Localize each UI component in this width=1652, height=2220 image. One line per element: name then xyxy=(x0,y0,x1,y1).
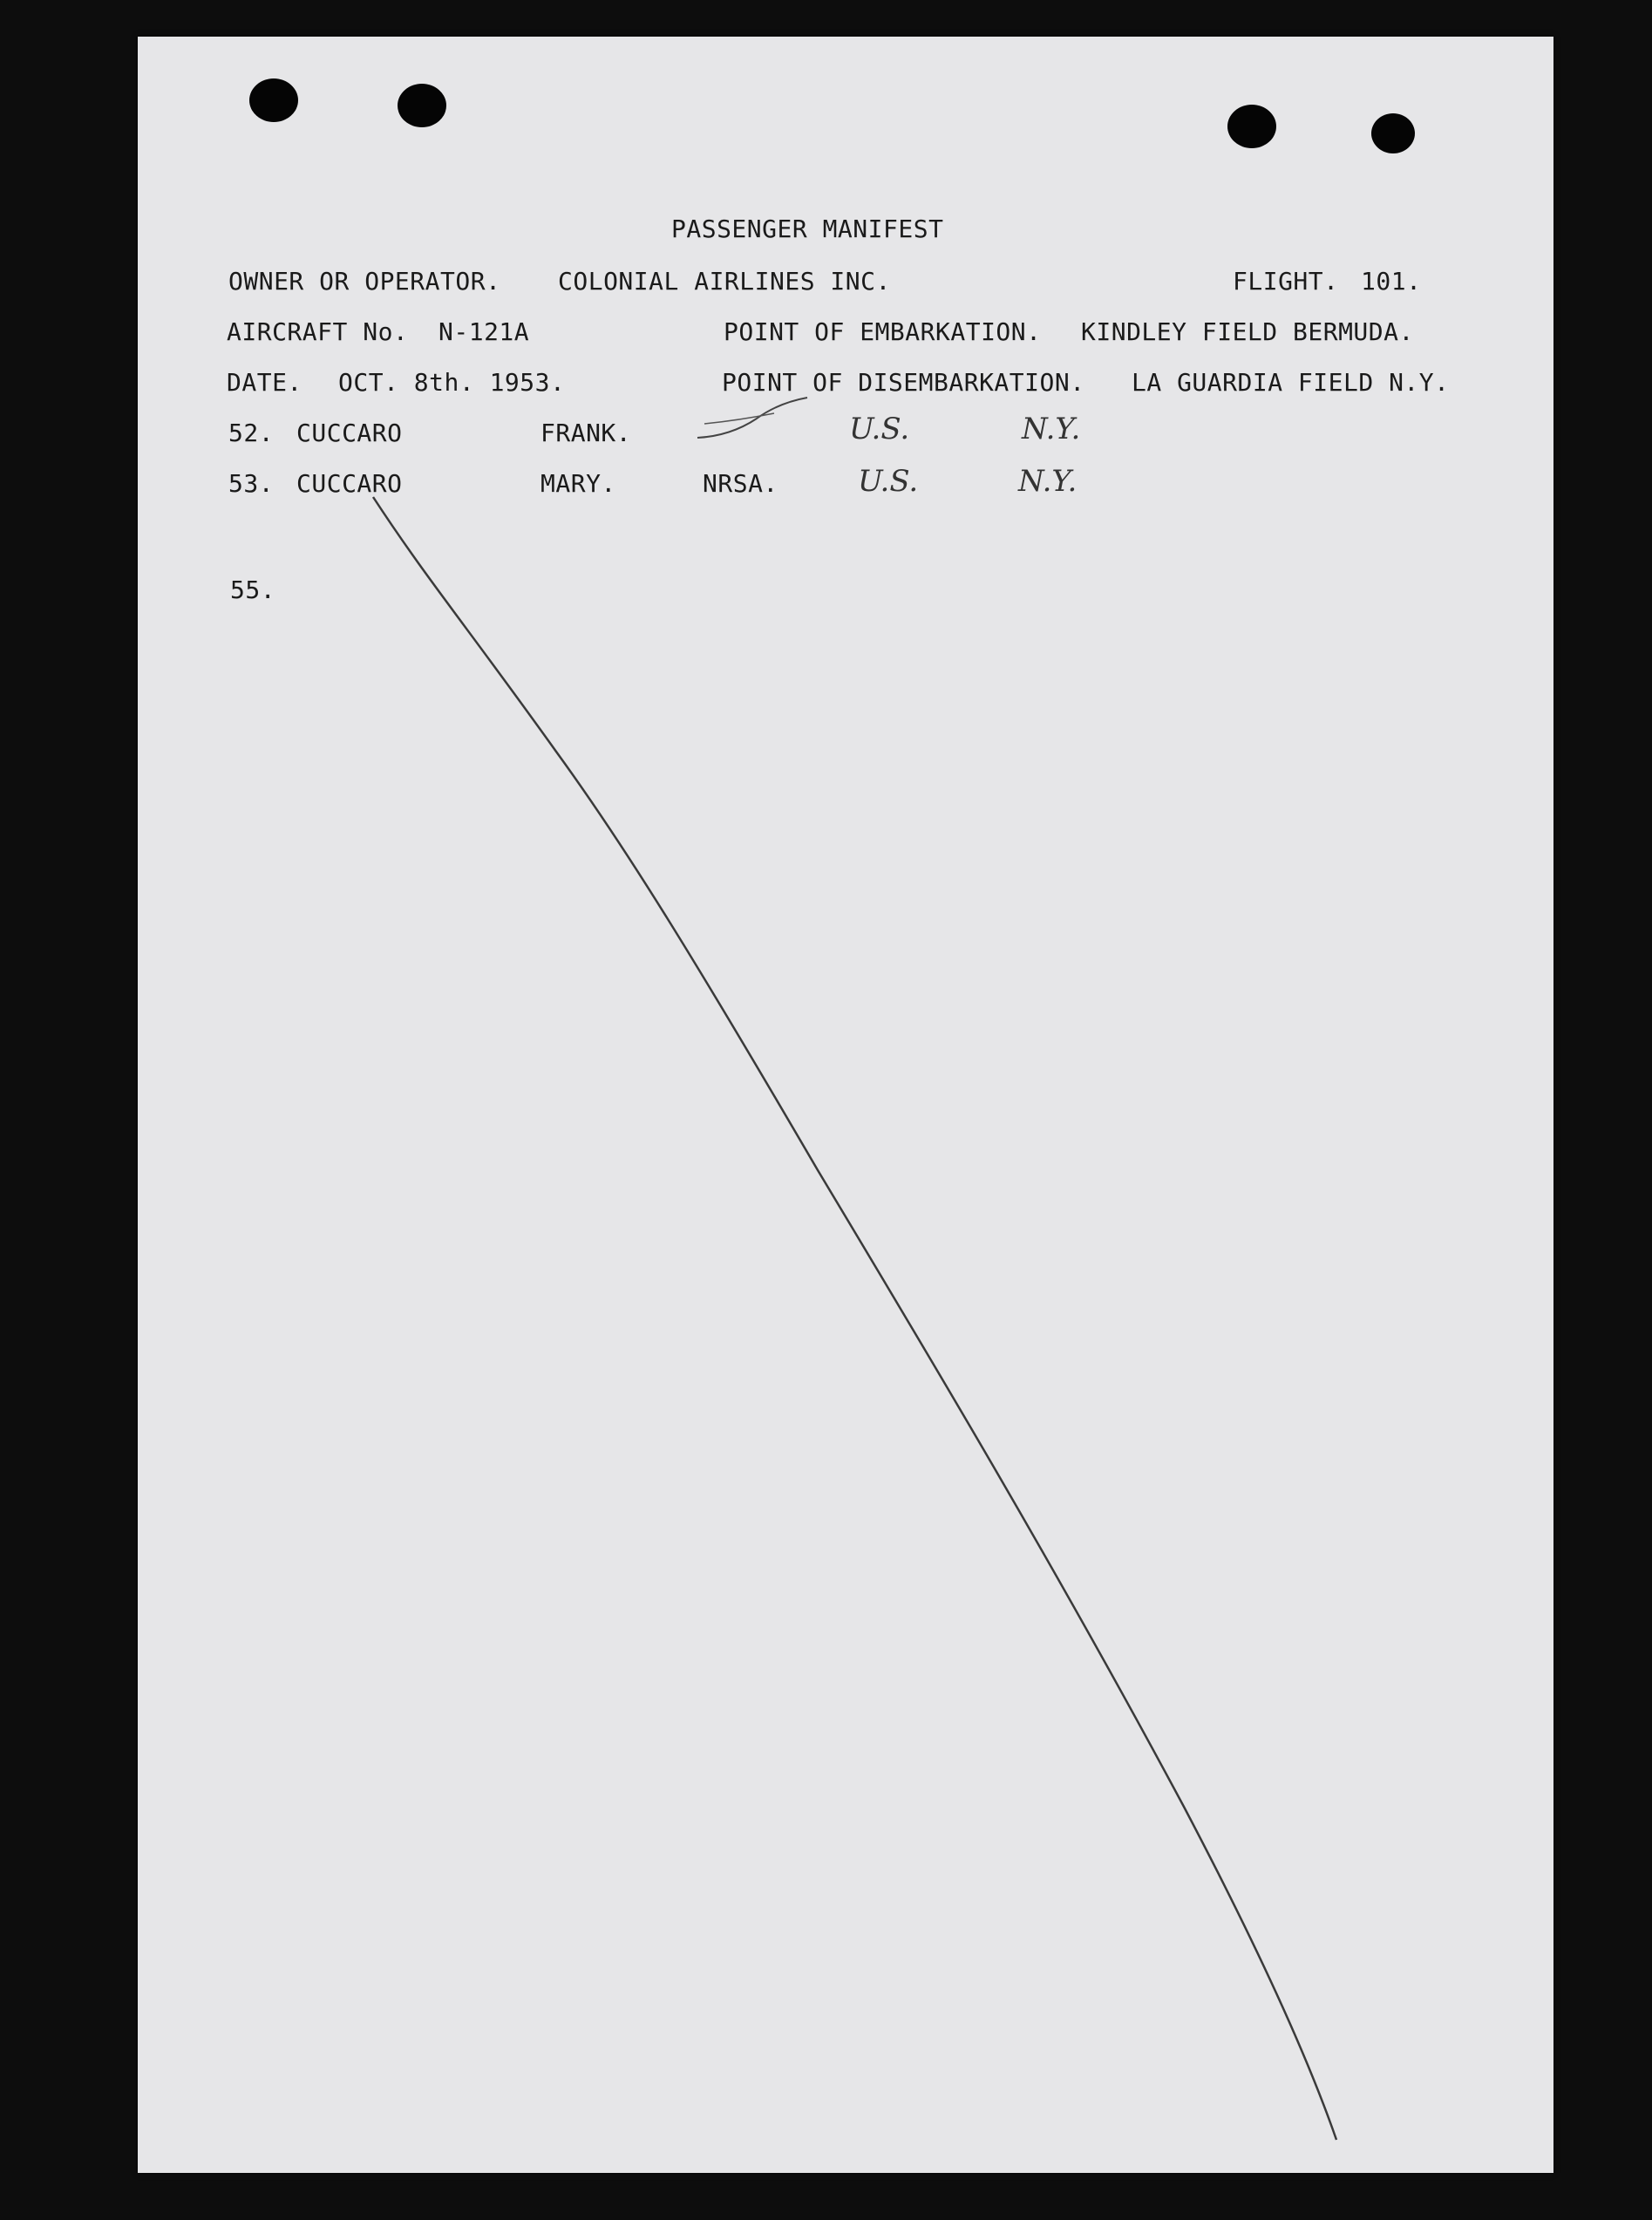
embark-value: KINDLEY FIELD BERMUDA. xyxy=(1081,317,1414,346)
passenger-code: NRSA. xyxy=(703,469,778,498)
cancellation-line xyxy=(138,37,1553,2173)
manifest-page xyxy=(138,37,1553,2173)
owner-label: OWNER OR OPERATOR. xyxy=(228,267,501,296)
passenger-nationality: U.S. xyxy=(858,464,919,499)
embark-label: POINT OF EMBARKATION. xyxy=(724,317,1042,346)
passenger-surname: CUCCARO xyxy=(296,469,403,498)
passenger-state: N.Y. xyxy=(1018,464,1078,499)
passenger-nationality: U.S. xyxy=(849,412,910,446)
owner-value: COLONIAL AIRLINES INC. xyxy=(558,267,891,296)
passenger-number: 53. xyxy=(228,469,275,498)
passenger-given-name: FRANK. xyxy=(540,419,632,447)
passenger-number: 52. xyxy=(228,419,275,447)
passenger-state: N.Y. xyxy=(1022,412,1081,446)
passenger-surname: CUCCARO xyxy=(296,419,403,447)
passenger-given-name: MARY. xyxy=(540,469,616,498)
flight-value: 101. xyxy=(1361,267,1422,296)
flight-label: FLIGHT. xyxy=(1233,267,1339,296)
date-label: DATE. xyxy=(227,368,303,397)
disembark-value: LA GUARDIA FIELD N.Y. xyxy=(1132,368,1450,397)
aircraft-value: N-121A xyxy=(438,317,530,346)
aircraft-label: AIRCRAFT No. xyxy=(227,317,409,346)
date-value: OCT. 8th. 1953. xyxy=(338,368,566,397)
disembark-label: POINT OF DISEMBARKATION. xyxy=(722,368,1085,397)
manifest-title: PASSENGER MANIFEST xyxy=(671,215,944,243)
row-number: 55. xyxy=(230,575,276,604)
